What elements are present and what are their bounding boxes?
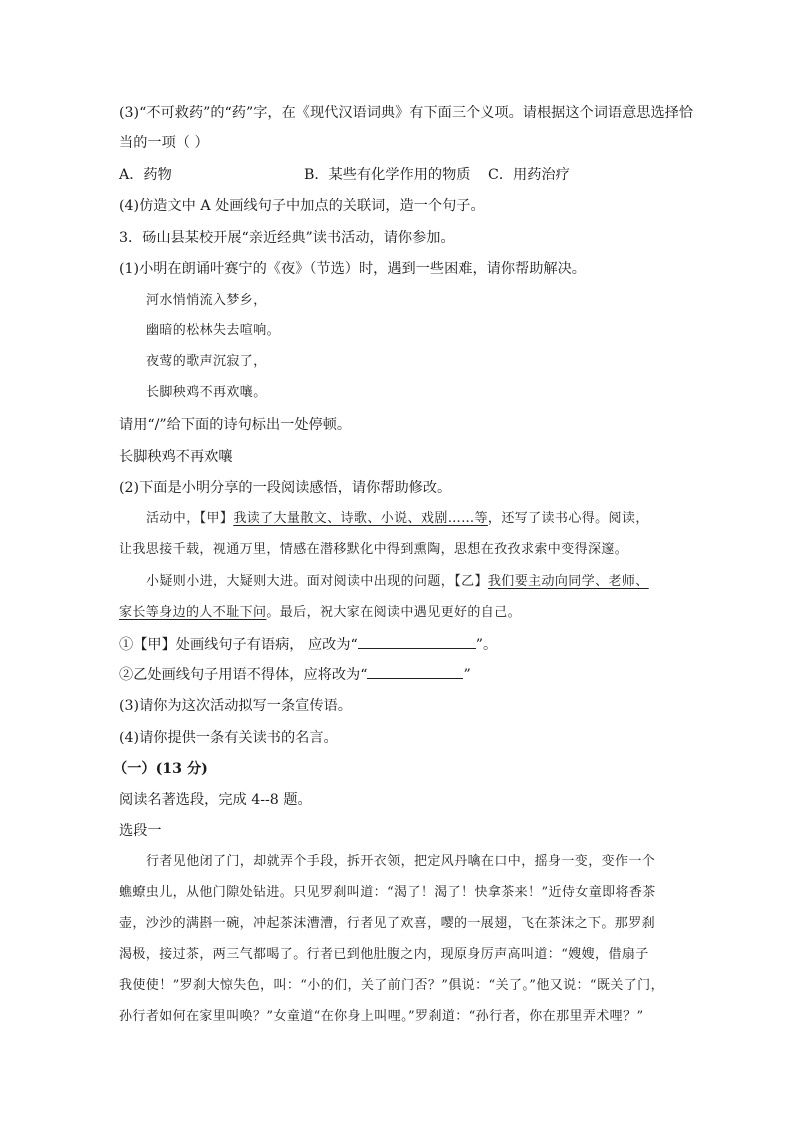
item1-text: ①【甲】处画线句子有语病， 应改为“ [119,637,358,653]
sub1-instruction: 请用“/”给下面的诗句标出一处停顿。 [119,417,352,433]
excerpt-line-4: 渴极，接过茶，两三气都喝了。行者已到他肚腹之内，现原身厉声高叫道：“嫂嫂，借扇子 [119,947,649,962]
para1-post: ，还写了读书心得。阅读， [487,511,649,526]
para1-pre: 活动中，【甲】 [146,511,234,526]
question-3-intro: 3．砀山县某校开展“亲近经典”读书活动，请你参加。 [119,230,455,246]
reflection-para1-line1 [146,509,649,529]
section-heading: （一）(13 分) [113,761,208,777]
option-c: C．用药治疗 [488,167,570,183]
item2-close: ” [463,667,471,683]
excerpt-line-2: 蟭蟟虫儿，从他门隙处钻进。只见罗刹叫道：“渴了！渴了！快拿茶来！”近侍女童即将香茶 [119,885,656,900]
poem-line-4: 长脚秧鸡不再欢嚷。 [146,385,267,400]
excerpt-line-5: 我使使！”罗刹大惊失色，叫：“小的们，关了前门否？”俱说：“关了。”他又说：“既关了门， [119,978,664,993]
sub4-line: (4)请你提供一条有关读书的名言。 [119,730,338,746]
item1-close: ”。 [475,637,498,653]
reading-intro: 阅读名著选段，完成 4--8 题。 [119,792,312,808]
sub2-prompt: (2)下面是小明分享的一段阅读感悟，请你帮助修改。 [119,480,452,496]
sub2-item1 [119,634,497,655]
q3-4-line: (4)仿造文中 A 处画线句子中加点的关联词，造一个句子。 [119,198,485,214]
option-a: A．药物 [119,167,172,183]
sub1-prompt: (1)小明在朗诵叶赛宁的《夜》（节选）时，遇到一些困难，请你帮助解决。 [119,261,586,277]
option-b: B．某些有化学作用的物质 [304,167,471,183]
q3-3-line1: (3)“不可救药”的“药”字，在《现代汉语词典》有下面三个义项。请根据这个词语意思选择恰 [119,105,694,121]
excerpt-line-1: 行者见他闭了门，却就弄个手段，拆开衣领，把定风丹噙在口中，摇身一变，变作一个 [146,854,656,869]
sentence-jia-underlined: 我读了大量散文、诗歌、小说、戏剧……等 [233,511,488,526]
reflection-para1-line2: 让我思接千载，视通万里，情感在潜移默化中得到熏陶，思想在孜孜求索中变得深邃。 [119,542,629,557]
excerpt-title: 选段一 [119,823,162,839]
answer-blank-2[interactable] [367,664,463,679]
reflection-para2-line1 [146,572,649,592]
excerpt-line-6: 孙行者如何在家里叫唤？”女童道“在你身上叫哩。”罗刹道：“孙行者，你在那里弄术哩？” [119,1009,644,1024]
para2-pre: 小疑则小进，大疑则大进。面对阅读中出现的问题，【乙】 [146,574,488,589]
sentence-yi-underlined-2: 家长等身边的人不耻下问 [119,605,267,620]
sentence-yi-underlined-1: 我们要主动向同学、老师、 [487,574,649,589]
para2-post: 。最后，祝大家在阅读中遇见更好的自己。 [266,605,522,620]
poem-line-1: 河水悄悄流入梦乡， [146,293,267,308]
q3-3-line2: 当的一项（ ） [119,135,209,151]
sub1-target-line: 长脚秧鸡不再欢嚷 [119,449,233,465]
poem-line-2: 幽暗的松林失去喧响。 [146,323,281,338]
item2-text: ②乙处画线句子用语不得体，应将改为“ [119,667,368,683]
poem-line-3: 夜莺的歌声沉寂了， [146,354,267,369]
excerpt-line-3: 壶，沙沙的满斟一碗，冲起茶沫漕漕，行者见了欢喜，嘤的一展翅，飞在茶沫之下。那罗刹 [119,916,656,931]
answer-blank-1[interactable] [358,634,476,649]
reflection-para2-line2 [119,603,521,623]
sub3-line: (3)请你为这次活动拟写一条宣传语。 [119,698,352,714]
sub2-item2 [119,664,471,685]
